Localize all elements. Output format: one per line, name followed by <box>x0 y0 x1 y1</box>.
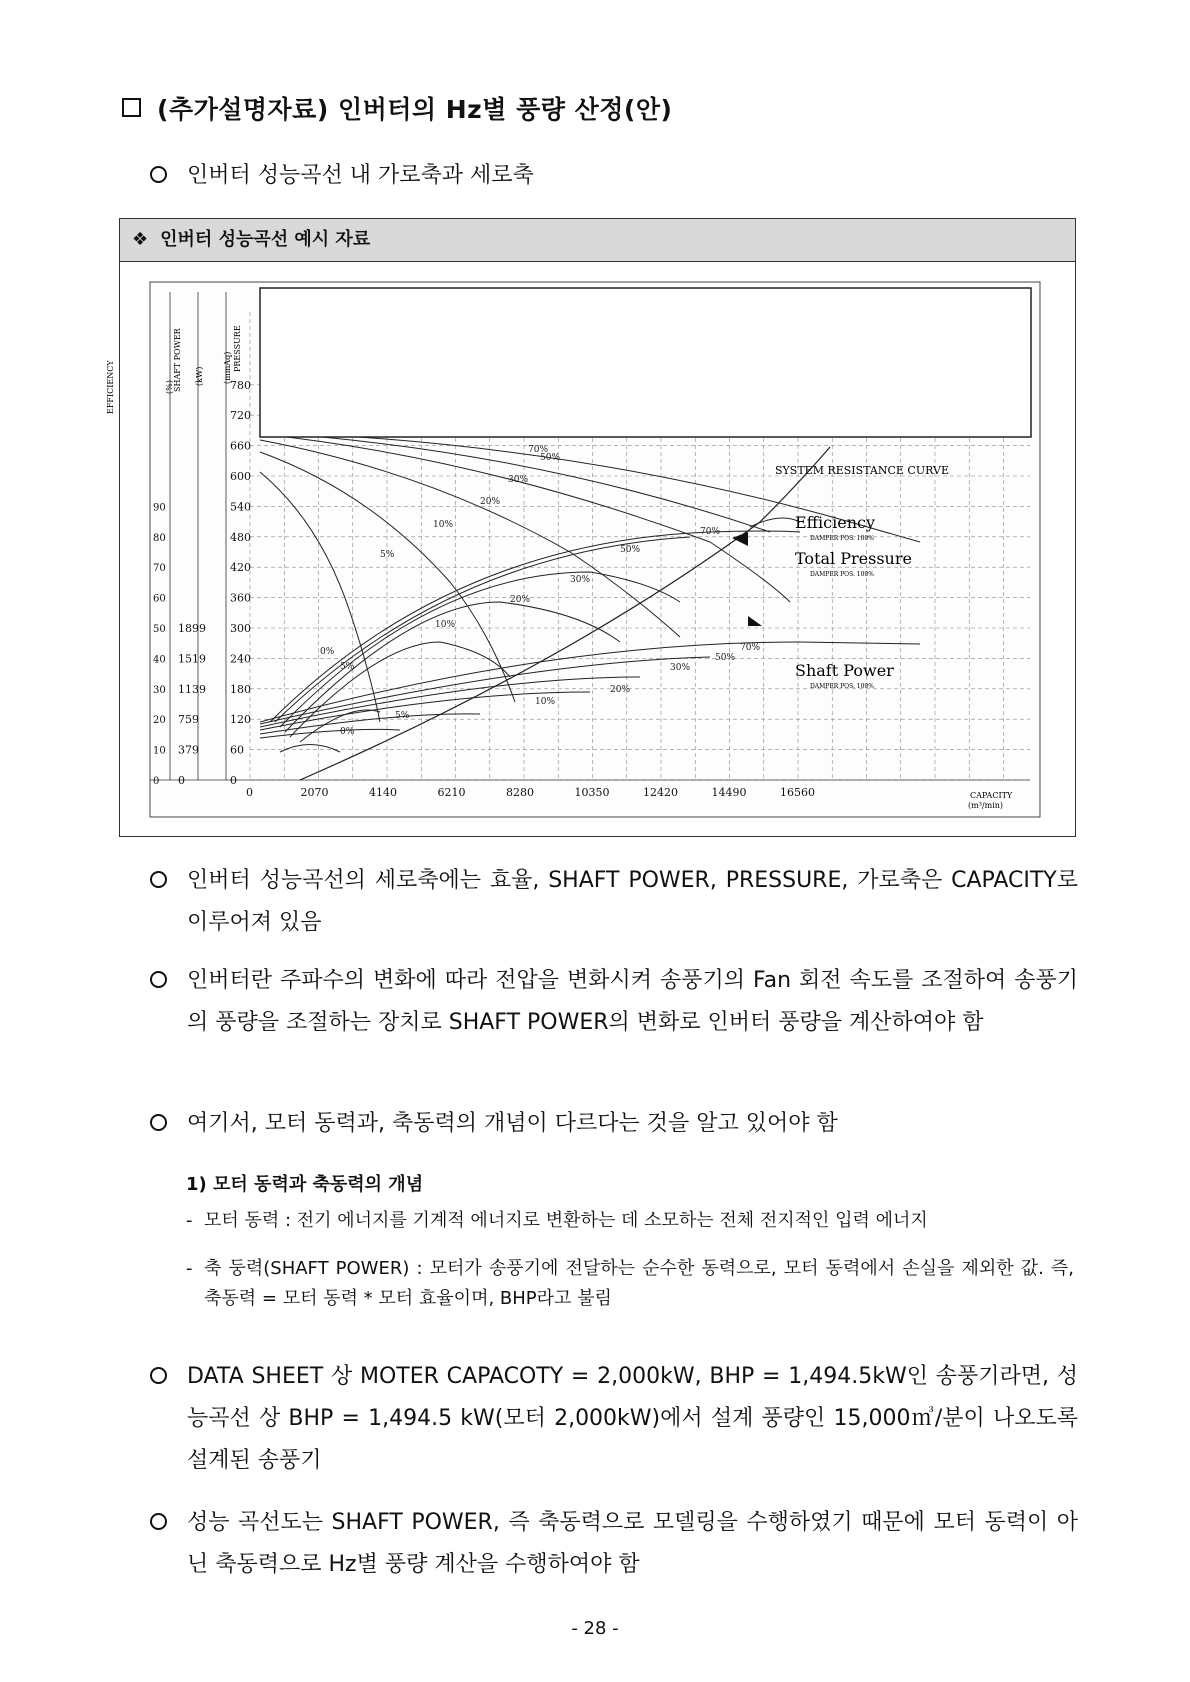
subheading: 1) 모터 동력과 축동력의 개념 <box>186 1174 424 1195</box>
pressure-tick-label: 540 <box>230 500 251 514</box>
efficiency-axis-label: EFFICIENCY <box>106 360 115 414</box>
pressure-tick-label: 180 <box>230 682 251 696</box>
damper-shaft-label: 0% <box>340 727 355 737</box>
figure-header <box>120 219 1075 262</box>
shaft-power-axis-unit: (kW) <box>195 366 204 386</box>
pressure-tick-label: 60 <box>230 743 244 757</box>
damper-shaft-label: 5% <box>395 711 410 721</box>
pressure-tick-label: 480 <box>230 530 251 544</box>
pressure-tick-label: 420 <box>230 561 251 575</box>
x-tick-label: 10350 <box>574 786 610 799</box>
efficiency-tick-label: 60 <box>153 593 166 605</box>
shaft-power-tick-label: 379 <box>178 743 199 757</box>
damper-efficiency-label: 50% <box>620 545 641 555</box>
damper-shaft-label: 30% <box>670 663 691 673</box>
shaft-power-damper-note: DAMPER POS. 100% <box>810 683 874 690</box>
shaft-power-tick-label: 1899 <box>178 622 206 635</box>
system-resistance-label: SYSTEM RESISTANCE CURVE <box>775 464 949 477</box>
pressure-tick-label: 660 <box>230 439 251 453</box>
pressure-tick-label: 0 <box>230 774 237 787</box>
x-tick-label: 12420 <box>643 786 678 799</box>
shaft-power-tick-label: 0 <box>178 774 185 787</box>
pressure-tick-label: 120 <box>230 713 251 727</box>
shaft-power-tick-label: 1139 <box>178 682 206 696</box>
shaft-power-axis-label: SHAFT POWER <box>173 328 182 392</box>
damper-shaft-label: 20% <box>610 685 631 695</box>
circle-bullet-icon <box>150 971 167 988</box>
damper-pressure-label: 70% <box>528 445 549 455</box>
x-tick-label: 16560 <box>780 786 815 799</box>
damper-pressure-label: 10% <box>433 520 454 530</box>
efficiency-tick-label: 70 <box>153 563 166 575</box>
efficiency-axis-unit: (%) <box>165 380 174 394</box>
pressure-axis-label: PRESSURE <box>233 325 242 372</box>
damper-efficiency-label: 10% <box>435 620 456 630</box>
damper-efficiency-label: 20% <box>510 595 531 605</box>
x-tick-label: 2070 <box>300 786 329 799</box>
damper-efficiency-label: 5% <box>340 662 355 672</box>
total-pressure-damper-note: DAMPER POS. 100% <box>810 571 874 578</box>
efficiency-tick-label: 30 <box>153 684 166 696</box>
efficiency-tick-label: 80 <box>153 532 166 544</box>
capacity-axis-unit: (m³/min) <box>968 801 1004 810</box>
circle-bullet-icon <box>150 871 167 888</box>
page-number: - 28 - <box>571 1618 619 1639</box>
damper-efficiency-label: 70% <box>700 527 721 537</box>
damper-shaft-label: 50% <box>715 653 736 663</box>
pressure-axis-unit: (mmAq) <box>223 351 232 384</box>
circle-bullet-icon <box>150 166 167 183</box>
efficiency-tick-label: 0 <box>153 776 160 787</box>
damper-pressure-label: 50% <box>540 453 561 463</box>
damper-pressure-label: 30% <box>508 475 529 485</box>
x-tick-label: 0 <box>246 786 253 799</box>
pressure-tick-label: 300 <box>230 622 251 635</box>
x-tick-label: 6210 <box>437 786 466 799</box>
x-tick-label: 14490 <box>711 786 747 799</box>
total-pressure-label: Total Pressure <box>795 549 912 568</box>
circle-bullet-icon <box>150 1114 167 1131</box>
dash-item: - 모터 동력 : 전기 에너지를 기계적 에너지로 변환하는 데 소모하는 전체 전지적인 입력 에너지 <box>186 1210 928 1231</box>
efficiency-damper-note: DAMPER POS. 100% <box>810 535 874 542</box>
page-title: (추가설명자료) 인버터의 Hz별 풍량 산정(안) <box>122 90 672 126</box>
circle-bullet-icon <box>150 1367 167 1384</box>
pressure-tick-label: 720 <box>230 409 251 423</box>
circle-bullet-icon <box>150 1513 167 1530</box>
pressure-tick-label: 360 <box>230 591 251 605</box>
shaft-power-curve-label: Shaft Power <box>795 661 894 680</box>
efficiency-curve-label: Efficiency <box>795 513 876 532</box>
efficiency-tick-label: 50 <box>153 624 166 635</box>
diamond-bullet-icon: ❖ <box>132 229 149 250</box>
capacity-axis-label: CAPACITY <box>970 791 1013 800</box>
damper-shaft-label: 10% <box>535 697 556 707</box>
shaft-power-tick-label: 1519 <box>178 652 206 666</box>
blank-overlay-box <box>260 288 1031 437</box>
efficiency-tick-label: 90 <box>153 502 166 514</box>
shaft-power-tick-label: 759 <box>178 713 199 727</box>
pressure-tick-label: 600 <box>230 470 251 483</box>
damper-efficiency-label: 0% <box>320 647 335 657</box>
efficiency-tick-label: 10 <box>153 745 166 757</box>
damper-efficiency-label: 30% <box>570 575 591 585</box>
efficiency-tick-label: 40 <box>153 654 166 666</box>
x-tick-label: 8280 <box>506 786 534 799</box>
damper-pressure-label: 5% <box>380 550 395 560</box>
pressure-tick-label: 780 <box>230 378 251 392</box>
figure-header-label: 인버터 성능곡선 예시 자료 <box>160 229 371 250</box>
damper-shaft-label: 70% <box>740 643 761 653</box>
pressure-tick-label: 240 <box>230 652 251 666</box>
performance-curve-chart <box>106 282 1040 817</box>
efficiency-tick-label: 20 <box>153 715 166 727</box>
x-tick-label: 4140 <box>369 786 397 799</box>
checkbox-square-icon <box>122 98 141 117</box>
dash-item: - 축 둥력(SHAFT POWER) : 모터가 송풍기에 전달하는 순수한 동력으로, 모터 동력에서 손실을 제외한 값. 즉, 축동력 = 모터 동력 * 모터 효율이며, BHP라고 불림 <box>186 1258 1074 1309</box>
damper-pressure-label: 20% <box>480 497 501 507</box>
